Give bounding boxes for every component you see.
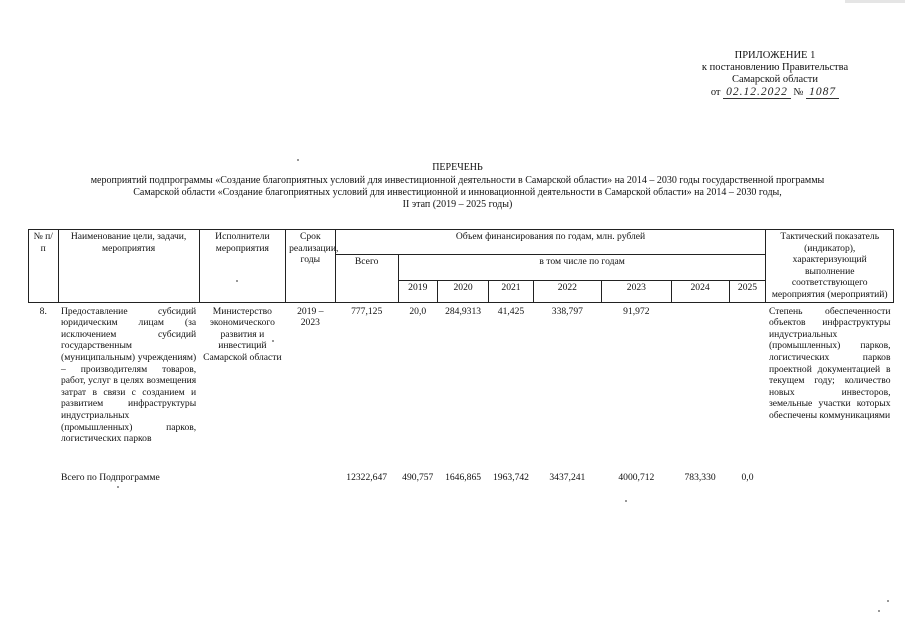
appendix-line-2: к постановлению Правительства — [701, 62, 849, 73]
scan-speck — [878, 610, 880, 612]
appendix-line-3: Самарской области — [732, 74, 818, 85]
scan-speck — [117, 486, 119, 488]
header-year: 2023 — [602, 280, 672, 302]
document-heading: ПЕРЕЧЕНЬ — [432, 162, 483, 173]
row-value: 284,9313 — [445, 305, 482, 317]
header-year: 2019 — [398, 280, 437, 302]
date-prefix: от — [710, 87, 721, 98]
total-value: 3437,241 — [549, 472, 586, 484]
appendix-title: ПРИЛОЖЕНИЕ 1 — [734, 50, 816, 61]
row-value — [729, 302, 766, 472]
row-indicator: Степень обеспеченности объектов инфраструктуры индустриальных (промышленных) парков, логистических парков проектной документацией в текущем году; количество новых инвесторов, земельные участки которых обеспечены коммуникациями — [768, 305, 891, 421]
header-year: 2024 — [671, 280, 729, 302]
total-sum: 12322,647 — [346, 472, 388, 484]
header-executor: Исполнители мероприятия — [199, 230, 285, 303]
scan-edge-artifact — [845, 0, 905, 3]
header-year: 2022 — [533, 280, 601, 302]
total-value: 0,0 — [741, 472, 754, 484]
header-funding: Объем финансирования по годам, млн. рублей — [335, 230, 766, 255]
header-num: № п/п — [29, 230, 59, 303]
scan-speck — [297, 159, 299, 161]
row-executor: Министерство экономического развития и инвестиций Самарской области — [203, 305, 282, 363]
title-line-3: II этап (2019 – 2025 годы) — [402, 199, 513, 210]
header-year: 2021 — [489, 280, 533, 302]
scan-speck — [887, 600, 889, 602]
total-value: 1646,865 — [445, 472, 482, 484]
total-value: 783,330 — [684, 472, 716, 484]
header-name: Наименование цели, задачи, мероприятия — [58, 230, 199, 303]
handwritten-date: 02.12.2022 — [723, 86, 791, 99]
row-period: 2019 – 2023 — [297, 305, 324, 329]
row-value — [671, 302, 729, 472]
table-row — [29, 302, 894, 472]
scan-speck — [236, 280, 238, 282]
header-indicator: Тактический показатель (индикатор), характеризующий выполнение соответствующего мероприятия (мероприятий) — [766, 230, 894, 303]
row-name: Предоставление субсидий юридическим лицам (за исключением субсидий государственным (муниципальным) учреждениям) – производителям товаров, работ, услуг в целях возмещения затрат в связи с созданием и развитием инфраструктуры индустриальных (промышленных) парков, логистических парков — [61, 305, 197, 445]
appendix-block — [640, 50, 905, 99]
header-total: Всего — [335, 255, 398, 303]
header-year: 2025 — [729, 280, 766, 302]
handwritten-number: 1087 — [806, 86, 839, 99]
header-row-1 — [29, 230, 894, 255]
title-line-2: Самарской области «Создание благоприятных условий для инвестиционной и инновационной деятельности в Самарской области» на 2014 – 2030 годы, — [133, 187, 782, 198]
header-by-years: в том числе по годам — [398, 255, 766, 281]
row-total: 777,125 — [351, 305, 383, 317]
number-prefix: № — [793, 87, 804, 98]
scan-speck — [625, 500, 627, 502]
row-value: 41,425 — [497, 305, 525, 317]
total-value: 490,757 — [402, 472, 434, 484]
total-row — [29, 472, 894, 490]
header-period: Срок реализации, годы — [286, 230, 336, 303]
total-label: Всего по Подпрограмме — [61, 472, 160, 484]
row-value: 91,972 — [623, 305, 650, 317]
total-value: 4000,712 — [618, 472, 655, 484]
row-num: 8. — [39, 305, 47, 317]
funding-table — [28, 229, 894, 490]
header-year: 2020 — [437, 280, 489, 302]
row-value: 338,797 — [551, 305, 583, 317]
total-value: 1963,742 — [493, 472, 529, 484]
title-line-1: мероприятий подпрограммы «Создание благоприятных условий для инвестиционной деятельности в Самарской области» на 2014 – 2030 годы государственной программы — [90, 175, 825, 186]
scan-speck — [272, 340, 274, 342]
row-value: 20,0 — [409, 305, 427, 317]
appendix-date-line — [640, 86, 905, 99]
